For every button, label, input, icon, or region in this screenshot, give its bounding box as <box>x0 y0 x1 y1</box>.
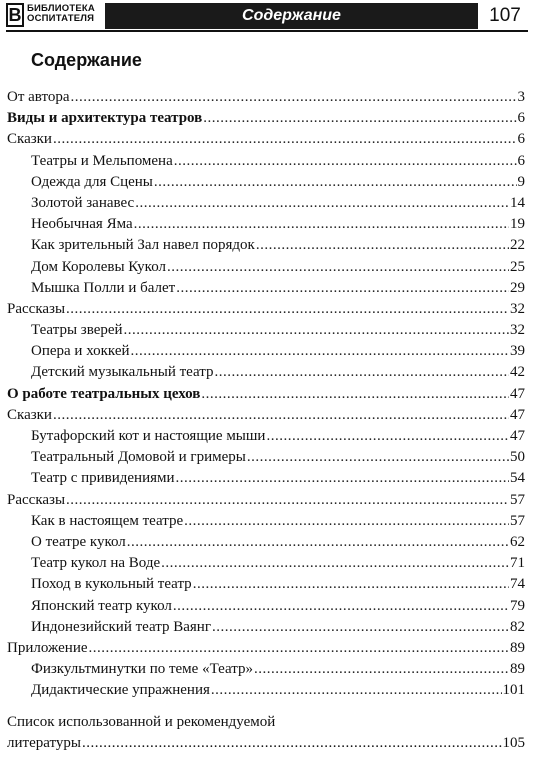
leader-dots <box>154 172 517 193</box>
toc-entry-text: Театры зверей <box>31 322 123 339</box>
toc-entry[interactable] <box>7 617 525 638</box>
toc-entry[interactable] <box>7 151 525 172</box>
toc-entry-text: Театральный Домовой и гримеры <box>31 449 246 466</box>
leader-dots <box>66 299 509 320</box>
leader-dots <box>71 87 517 108</box>
toc-entry-text: Как в настоящем театре <box>31 512 184 529</box>
toc-entry[interactable] <box>7 426 525 447</box>
leader-dots <box>247 447 509 468</box>
toc-entry-page: 47 <box>510 406 525 423</box>
toc-entry-text: Дом Королевы Кукол <box>31 258 166 275</box>
toc-entry-page: 71 <box>510 555 525 572</box>
toc-entry-page: 42 <box>510 364 525 381</box>
toc-entry-text: Одежда для Сцены <box>31 173 153 190</box>
toc-entry-page: 89 <box>510 639 525 656</box>
leader-dots <box>89 638 509 659</box>
toc-entry-page: 25 <box>510 258 525 275</box>
toc-entry-text: Сказки <box>7 131 52 148</box>
toc-entry[interactable] <box>7 468 525 489</box>
toc-entry-text: Золотой занавес <box>31 194 135 211</box>
leader-dots <box>53 129 517 150</box>
toc-entry-text: Поход в кукольный театр <box>31 576 192 593</box>
toc-entry[interactable] <box>7 553 525 574</box>
toc-entry[interactable] <box>7 257 525 278</box>
toc-entry[interactable] <box>7 299 525 320</box>
toc-entry[interactable] <box>7 405 525 426</box>
toc-entry-page: 62 <box>510 533 525 550</box>
toc-entry-text: Японский театр кукол <box>31 597 172 614</box>
toc-entry[interactable] <box>7 638 525 659</box>
toc-entry-page: 6 <box>517 131 525 148</box>
leader-dots <box>124 320 509 341</box>
toc-entry-page: 6 <box>517 152 525 169</box>
toc-entry-text: Опера и хоккей <box>31 343 130 360</box>
toc-entry-text: Необычная Яма <box>31 216 133 233</box>
toc-entry[interactable] <box>7 574 525 595</box>
toc-entry-text-line2: литературы <box>7 735 81 751</box>
toc-entry-page: 54 <box>510 470 525 487</box>
toc-entry[interactable] <box>7 235 525 256</box>
toc-entry-text: Театры и Мельпомена <box>31 152 173 169</box>
toc-entry-text: Театр кукол на Воде <box>31 555 161 572</box>
toc-entry-text: Приложение <box>7 639 88 656</box>
toc-entry[interactable] <box>7 172 525 193</box>
logo-line-1: БИБЛИОТЕКА <box>27 3 95 14</box>
leader-dots <box>193 574 509 595</box>
toc-entry-references[interactable] <box>7 712 525 754</box>
leader-dots <box>161 553 509 574</box>
toc-entry[interactable] <box>7 362 525 383</box>
toc-entry-page: 89 <box>510 661 525 678</box>
toc-entry[interactable] <box>7 278 525 299</box>
leader-dots <box>254 659 509 680</box>
header-rule <box>6 30 528 32</box>
toc-entry-page: 9 <box>517 173 525 190</box>
toc-heading: Содержание <box>31 50 142 70</box>
leader-dots <box>131 341 509 362</box>
toc-entry-page: 19 <box>510 216 525 233</box>
toc-entry-page: 82 <box>510 618 525 635</box>
leader-dots <box>127 532 509 553</box>
leader-dots <box>176 278 509 299</box>
library-logo-text <box>27 4 95 24</box>
toc-entry-page: 3 <box>517 89 525 105</box>
page-number: 107 <box>489 5 521 26</box>
toc-entry-text: Индонезийский театр Ваянг <box>31 618 211 635</box>
library-logo-letter: B <box>6 3 24 27</box>
toc-entry-page: 57 <box>510 512 525 529</box>
toc-entry[interactable] <box>7 214 525 235</box>
leader-dots <box>212 617 509 638</box>
toc-entry-text: Театр с привидениями <box>31 470 175 487</box>
toc-entry[interactable] <box>7 532 525 553</box>
toc-entry[interactable] <box>7 341 525 362</box>
toc-entry-text-line1: Список использованной и рекомендуемой <box>7 714 276 730</box>
toc-entry-page: 47 <box>510 428 525 444</box>
leader-dots <box>173 596 509 617</box>
toc-entry-text: Бутафорский кот и настоящие мыши <box>31 428 266 444</box>
leader-dots <box>82 733 502 754</box>
toc-entry[interactable] <box>7 193 525 214</box>
toc-entry-page: 22 <box>510 237 525 254</box>
toc-entry-text: О работе театральных цехов <box>7 385 201 402</box>
toc-entry-text: Дидактические упражнения <box>31 682 210 699</box>
toc-entry[interactable] <box>7 490 525 511</box>
toc-entry[interactable] <box>7 596 525 617</box>
leader-dots <box>215 362 509 383</box>
leader-dots <box>256 235 509 256</box>
toc-entry-page: 101 <box>502 682 525 699</box>
leader-dots <box>176 468 509 489</box>
toc-entry-text: Сказки <box>7 406 52 423</box>
leader-dots <box>211 680 502 701</box>
toc-entry-text: Виды и архитектура театров <box>7 110 203 127</box>
toc-entry-page: 47 <box>510 385 525 402</box>
toc-entry-page: 39 <box>510 343 525 360</box>
table-of-contents <box>7 87 525 701</box>
toc-entry-text: Физкультминутки по теме «Театр» <box>31 661 254 678</box>
running-title: Содержание <box>242 7 341 24</box>
leader-dots <box>203 108 516 129</box>
toc-entry[interactable] <box>7 384 525 405</box>
toc-entry[interactable] <box>7 659 525 680</box>
toc-entry-text: Мышка Полли и балет <box>31 279 176 296</box>
toc-entry[interactable] <box>7 447 525 468</box>
toc-entry-page: 50 <box>510 449 525 466</box>
logo-line-2: ОСПИТАТЕЛЯ <box>27 13 95 24</box>
toc-entry-text: Как зрительный Зал навел порядок <box>31 237 255 254</box>
leader-dots <box>184 511 509 532</box>
toc-entry[interactable] <box>7 511 525 532</box>
toc-entry-text: Детский музыкальный театр <box>31 364 214 381</box>
leader-dots <box>174 151 517 172</box>
toc-entry-page: 32 <box>510 300 525 317</box>
leader-dots <box>53 405 509 426</box>
toc-entry[interactable] <box>7 129 525 150</box>
toc-entry[interactable] <box>7 320 525 341</box>
toc-entry-page: 32 <box>510 322 525 339</box>
toc-entry[interactable] <box>7 108 525 129</box>
leader-dots <box>135 193 509 214</box>
toc-entry-text: О театре кукол <box>31 533 126 550</box>
toc-entry-page: 6 <box>517 110 525 127</box>
toc-entry-page: 79 <box>510 597 525 614</box>
toc-entry-text: Рассказы <box>7 491 66 508</box>
leader-dots <box>201 384 509 405</box>
leader-dots <box>167 257 509 278</box>
toc-entry-page: 74 <box>510 576 525 593</box>
leader-dots <box>134 214 509 235</box>
toc-entry-text: Рассказы <box>7 300 66 317</box>
toc-entry-page: 57 <box>510 491 525 508</box>
toc-entry-page: 29 <box>510 279 525 296</box>
toc-entry-page: 14 <box>510 194 525 211</box>
leader-dots <box>66 490 509 511</box>
toc-entry-page: 105 <box>502 735 525 751</box>
toc-entry[interactable] <box>7 87 525 108</box>
leader-dots <box>266 426 509 447</box>
toc-entry[interactable] <box>7 680 525 701</box>
toc-entry-text: От автора <box>7 89 70 105</box>
